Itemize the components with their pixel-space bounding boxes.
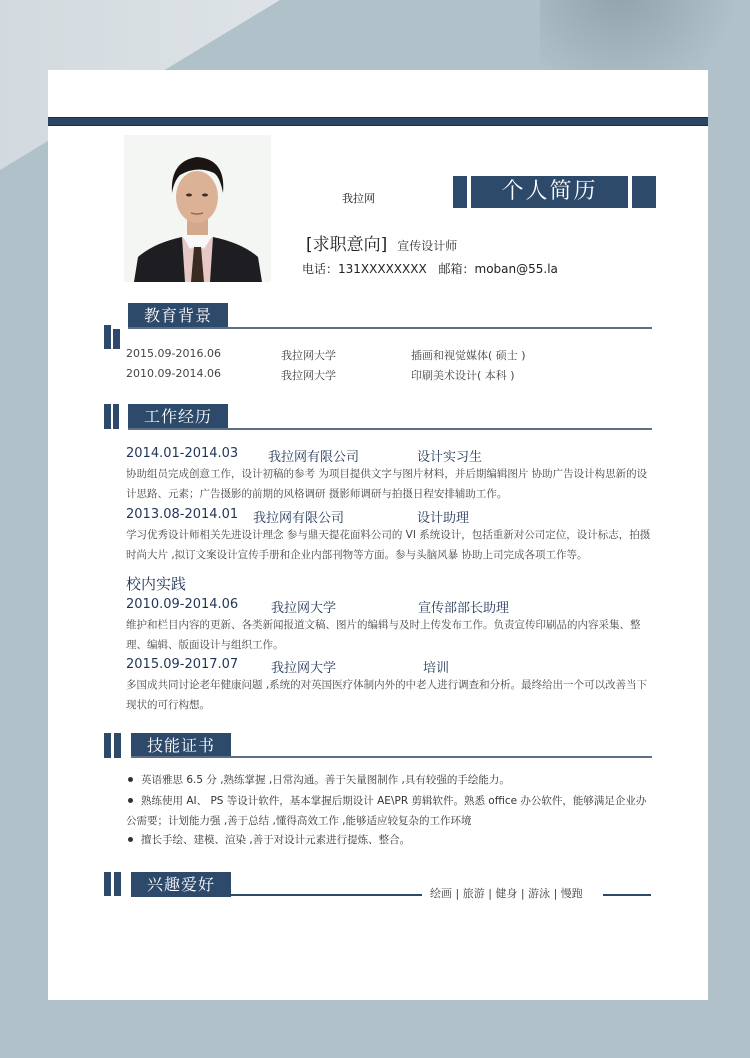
hobby-divider: [603, 894, 651, 896]
section-bar-icon: [114, 733, 121, 758]
section-bar-icon: [104, 404, 111, 429]
title-accent-right: [632, 176, 656, 208]
hobbies-list: 绘画 | 旅游 | 健身 | 游泳 | 慢跑: [430, 887, 583, 900]
campus-header: [126, 597, 509, 616]
section-header-hobbies: [104, 872, 422, 902]
skill-text: 熟练使用 AI、 PS 等设计软件，基本掌握后期设计 AE\PR 剪辑软件。熟悉 office 办公软件，能够满足企业办公需要；计划能力强 ,善于总结 ,懂得高效工作 ,能够适应较复杂的工作环境: [126, 795, 647, 827]
skill-item: [126, 791, 656, 831]
brand-name: 我拉网: [342, 192, 375, 205]
job-header: [126, 446, 482, 465]
job-company: 我拉网有限公司: [253, 511, 345, 526]
section-bar-icon: [104, 325, 111, 349]
section-bar-icon: [114, 872, 121, 896]
job-intent-label: [求职意向]: [306, 235, 388, 255]
resume-page: [48, 70, 708, 1000]
job-intent-value: 宣传设计师: [397, 239, 458, 253]
campus-period: 2010.09-2014.06: [126, 597, 239, 612]
edu-period: 2010.09-2014.06: [126, 367, 221, 380]
person-portrait-icon: [124, 135, 271, 282]
section-title: 工作经历: [128, 404, 228, 429]
campus-period: 2015.09-2017.07: [126, 657, 239, 672]
section-divider: [128, 327, 652, 329]
section-header-skills: [104, 733, 652, 763]
profile-photo: [124, 135, 271, 282]
bullet-icon: [128, 837, 133, 842]
job-header: [126, 507, 469, 526]
campus-description: 多国成共同讨论老年健康问题 ,系统的对英国医疗体制内外的中老人进行调查和分析。最终给出一个可以改善当下现状的可行构想。: [126, 679, 648, 711]
phone: 电话：131XXXXXXXX: [302, 262, 427, 276]
edu-school: 我拉网大学: [281, 349, 336, 362]
campus-practice-title: 校内实践: [126, 575, 187, 593]
bullet-icon: [128, 798, 133, 803]
campus-org: 我拉网大学: [271, 601, 337, 616]
top-accent-bar: [48, 117, 708, 126]
skill-item: [126, 770, 656, 790]
section-divider: [131, 756, 652, 758]
campus-role: 宣传部部长助理: [418, 601, 510, 616]
skill-item: [126, 830, 656, 850]
education-row: [126, 367, 515, 383]
section-header-work: [104, 404, 652, 434]
campus-description: 维护和栏目内容的更新、各类新闻报道文稿、图片的编辑与及时上传发布工作。负责宣传印刷品的内容采集、整理、编辑、版面设计与组织工作。: [126, 619, 641, 651]
education-row: [126, 347, 526, 363]
section-bar-icon: [113, 329, 120, 349]
edu-period: 2015.09-2016.06: [126, 347, 221, 360]
job-period: 2013.08-2014.01: [126, 507, 239, 522]
section-title: 教育背景: [128, 303, 228, 328]
section-divider: [131, 894, 422, 896]
section-bar-icon: [113, 404, 119, 429]
job-description: 协助组员完成创意工作，设计初稿的参考 为项目提供文字与图片材料，并后期编辑图片 协助广告设计构思新的设计思路、元素；广告摄影的前期的风格调研 摄影师调研与拍摄日程安排辅助工作。: [126, 468, 648, 500]
section-title: 兴趣爱好: [131, 872, 231, 897]
skill-text: 英语雅思 6.5 分 ,熟练掌握 ,日常沟通。善于矢量图制作 ,具有较强的手绘能力。: [141, 774, 510, 786]
job-role: 设计助理: [417, 511, 470, 526]
section-header-education: [104, 303, 652, 333]
job-period: 2014.01-2014.03: [126, 446, 239, 461]
email: 邮箱：moban@55.la: [438, 262, 558, 276]
section-bar-icon: [104, 733, 111, 758]
section-bar-icon: [104, 872, 111, 896]
edu-major: 印刷美术设计( 本科 ): [411, 369, 515, 382]
contact-info: [302, 260, 558, 277]
title-accent-left: [453, 176, 467, 208]
edu-major: 插画和视觉媒体( 硕士 ): [411, 349, 526, 362]
campus-org: 我拉网大学: [271, 661, 337, 676]
skill-text: 擅长手绘、建模、渲染 ,善于对设计元素进行提炼、整合。: [141, 834, 411, 846]
edu-school: 我拉网大学: [281, 369, 336, 382]
bullet-icon: [128, 777, 133, 782]
job-company: 我拉网有限公司: [268, 450, 360, 465]
section-title: 技能证书: [131, 733, 231, 758]
section-divider: [128, 428, 652, 430]
campus-header: [126, 657, 449, 676]
resume-title: 个人简历: [471, 176, 628, 208]
campus-role: 培训: [423, 661, 450, 676]
job-description: 学习优秀设计师相关先进设计理念 参与鼎天提花面料公司的 VI 系统设计，包括重新对公司定位，设计标志，拍摄时尚大片 ,拟订文案设计宣传手册和企业内部刊物等方面。参与头脑风暴 协助上司完成各项工作等。: [126, 529, 651, 561]
job-role: 设计实习生: [417, 450, 483, 465]
job-intent: [306, 230, 457, 255]
